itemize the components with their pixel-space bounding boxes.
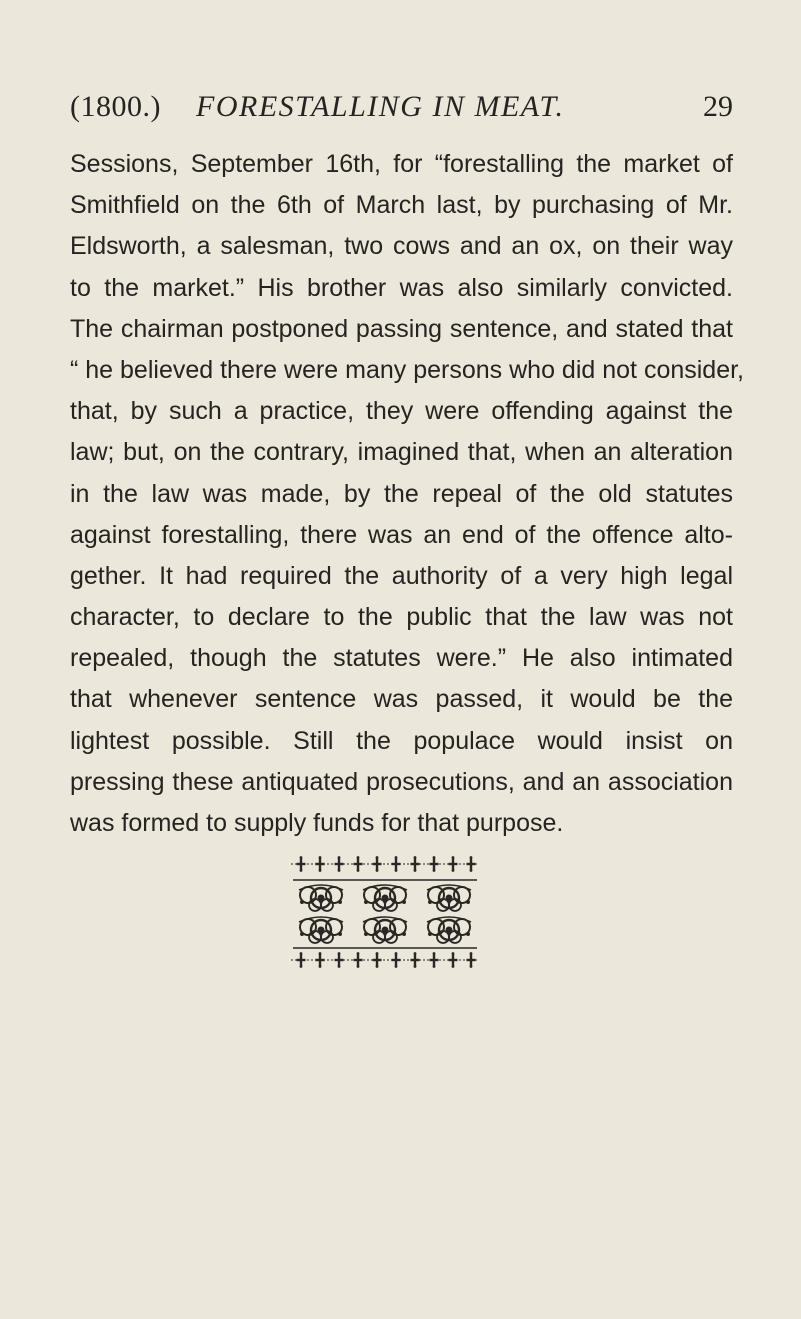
text-line: against forestalling, there was an end of the offence alto-	[70, 520, 733, 549]
text-line: Sessions, September 16th, for “forestalling the market of	[70, 150, 733, 178]
header-year: (1800.)	[70, 90, 161, 123]
text-line: that, by such a practice, they were offending against the	[70, 397, 733, 426]
text-line: pressing these antiquated prosecutions, and an association	[70, 767, 733, 796]
tailpiece-ornament-icon	[287, 852, 483, 970]
text-line: The chairman postponed passing sentence, and stated that	[70, 314, 733, 343]
text-line: that whenever sentence was passed, it would be the	[70, 685, 733, 714]
text-line: to the market.” His brother was also similarly convicted.	[70, 273, 733, 302]
text-line: Smithfield on the 6th of March last, by purchasing of Mr.	[70, 191, 733, 220]
text-line: in the law was made, by the repeal of the old statutes	[70, 479, 733, 508]
text-line: “ he believed there were many persons who did not consider,	[70, 355, 744, 384]
header-running-title: FORESTALLING IN MEAT.	[196, 90, 565, 123]
page-number: 29	[703, 90, 733, 123]
body-paragraph	[70, 144, 744, 844]
text-line: gether. It had required the authority of a very high legal	[70, 561, 733, 590]
text-line: lightest possible. Still the populace would insist on	[70, 726, 733, 755]
text-line: Eldsworth, a salesman, two cows and an ox, on their way	[70, 232, 733, 261]
text-line: law; but, on the contrary, imagined that, when an alteration	[70, 438, 733, 467]
text-line: character, to declare to the public that the law was not	[70, 603, 733, 632]
text-line: was formed to supply funds for that purpose.	[70, 809, 564, 837]
running-header	[70, 88, 733, 132]
text-line: repealed, though the statutes were.” He also intimated	[70, 644, 733, 673]
